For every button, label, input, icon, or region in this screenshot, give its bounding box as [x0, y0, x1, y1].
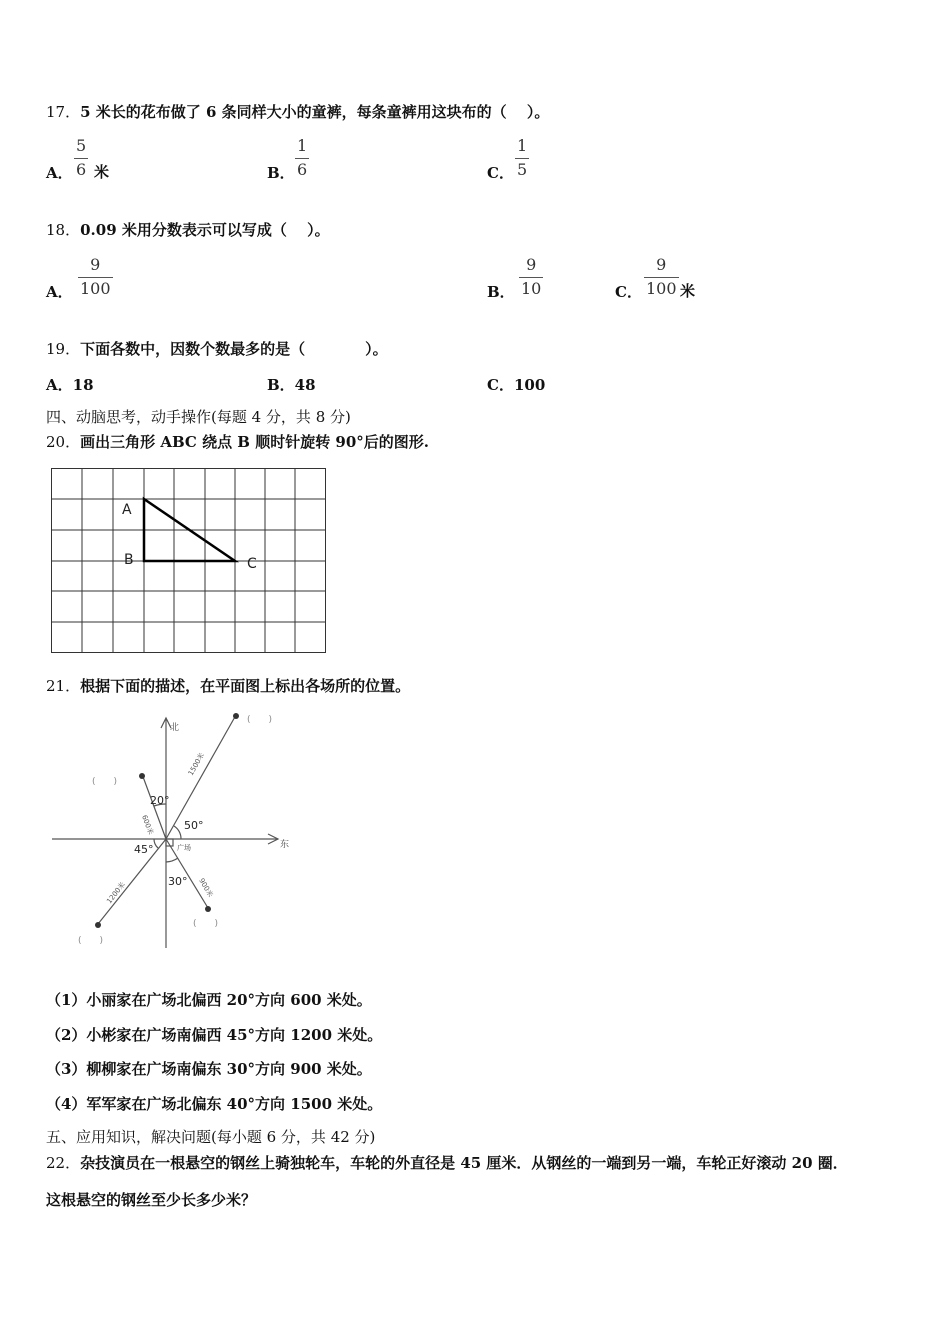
point-sw	[95, 922, 101, 928]
q19-option-b: B．48	[267, 376, 316, 394]
q22-text: 杂技演员在一根悬空的钢丝上骑独轮车，车轮的外直径是 45 厘米．从钢丝的一端到另一端，车轮正好滚动 20 圈．	[80, 1154, 848, 1172]
ray-sw	[98, 839, 166, 924]
q17-number: 17．	[46, 103, 81, 121]
q19-stem	[46, 339, 388, 359]
q17-stem	[46, 102, 549, 122]
vertex-c-label: C	[247, 556, 257, 572]
distance-1500: 1500米	[186, 751, 207, 777]
north-label: 北	[170, 723, 180, 733]
q18-option-c-label: C．	[615, 283, 642, 301]
q18-number: 18．	[46, 221, 81, 239]
q22-number: 22．	[46, 1154, 81, 1172]
q21-item-1: （1）小丽家在广场北偏西 20°方向 600 米处。	[46, 991, 372, 1009]
q21-item-4: （4）军军家在广场北偏东 40°方向 1500 米处。	[46, 1095, 383, 1113]
blank-ne: ( )	[247, 715, 273, 725]
q17-option-a-label: A．	[46, 164, 73, 182]
q18-stem	[46, 220, 330, 240]
center-label: 广场	[177, 844, 191, 852]
vertex-b-label: B	[124, 552, 134, 568]
q18-option-a-label: A．	[46, 283, 73, 301]
q22-stem	[46, 1153, 848, 1173]
q18-option-c-unit: 米	[680, 282, 696, 300]
q17-option-c-fraction: 1 5	[517, 136, 528, 179]
blank-sw: ( )	[78, 936, 104, 946]
q18-option-a-fraction: 9 100	[80, 255, 111, 298]
q19-option-a: A．18	[46, 376, 94, 394]
q21-item-3: （3）柳柳家在广场南偏东 30°方向 900 米处。	[46, 1060, 372, 1078]
q20-text: 画出三角形 ABC 绕点 B 顺时针旋转 90°后的图形.	[80, 433, 430, 451]
q17-option-b-fraction: 1 6	[297, 136, 308, 179]
distance-900: 900米	[197, 877, 215, 899]
q21-number: 21．	[46, 677, 81, 695]
point-se	[205, 906, 211, 912]
blank-se: ( )	[193, 919, 219, 929]
section-5-heading: 五、应用知识，解决问题(每小题 6 分，共 42 分)	[46, 1128, 376, 1146]
q19-option-c: C．100	[487, 376, 546, 394]
q17-text: 5 米长的花布做了 6 条同样大小的童裤，每条童裤用这块布的（ ）。	[80, 103, 550, 121]
q18-option-c-fraction: 9 100	[646, 255, 677, 298]
direction-map	[50, 712, 300, 956]
q17-option-a-fraction: 5 6	[76, 136, 87, 179]
point-nw	[139, 773, 145, 779]
q21-stem	[46, 676, 410, 696]
q20-stem	[46, 432, 429, 452]
q21-item-2: （2）小彬家在广场南偏西 45°方向 1200 米处。	[46, 1026, 383, 1044]
point-ne	[233, 713, 239, 719]
angle-45: 45°	[134, 843, 154, 856]
east-label: 东	[280, 840, 290, 850]
vertex-a-label: A	[122, 502, 132, 518]
q19-number: 19．	[46, 340, 81, 358]
q17-option-a-unit: 米	[94, 163, 110, 181]
q17-option-b-label: B．	[267, 164, 295, 182]
distance-600: 600米	[140, 813, 155, 836]
q20-number: 20．	[46, 433, 81, 451]
section-4-heading: 四、动脑思考，动手操作(每题 4 分，共 8 分)	[46, 408, 351, 426]
angle-50: 50°	[184, 819, 204, 832]
distance-1200: 1200米	[105, 880, 127, 906]
blank-nw: ( )	[92, 777, 118, 787]
q18-option-b-label: B．	[487, 283, 515, 301]
angle-30: 30°	[168, 875, 188, 888]
q22-text-continued: 这根悬空的钢丝至少长多少米？	[46, 1191, 257, 1209]
q18-text: 0.09 米用分数表示可以写成（ ）。	[80, 221, 330, 239]
rotation-grid	[48, 465, 330, 657]
q21-text: 根据下面的描述，在平面图上标出各场所的位置。	[80, 677, 411, 695]
q17-option-c-label: C．	[487, 164, 514, 182]
angle-20: 20°	[150, 794, 170, 807]
q19-text: 下面各数中，因数个数最多的是（ ）。	[80, 340, 388, 358]
q18-option-b-fraction: 9 10	[521, 255, 542, 298]
